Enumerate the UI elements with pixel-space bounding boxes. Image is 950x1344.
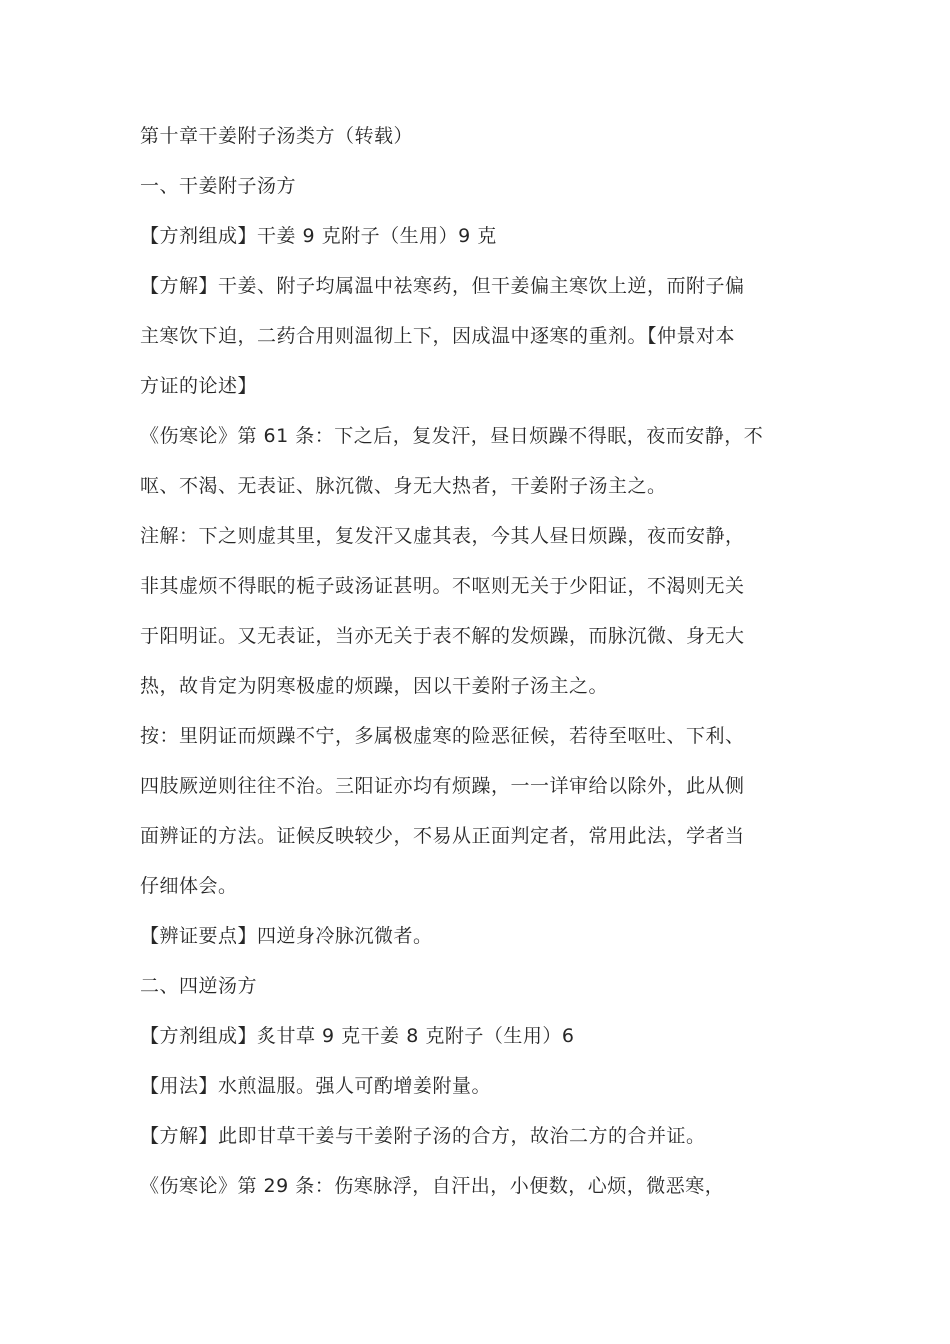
- text-line: 【辨证要点】四逆身冷脉沉微者。: [140, 925, 433, 947]
- text-line: 【方解】干姜、附子均属温中祛寒药，但干姜偏主寒饮上逆，而附子偏: [140, 275, 745, 297]
- text-line: 呕、不渴、无表证、脉沉微、身无大热者，干姜附子汤主之。: [140, 475, 667, 497]
- document-body: [140, 117, 820, 1217]
- section-heading: 一、干姜附子汤方: [140, 175, 297, 197]
- text-line: 方证的论述】: [140, 375, 258, 397]
- text-line: 于阳明证。又无表证，当亦无关于表不解的发烦躁，而脉沉微、身无大: [140, 625, 745, 647]
- text-line: 【方剂组成】炙甘草 9 克干姜 8 克附子（生用）6: [140, 1025, 575, 1047]
- text-line: 面辨证的方法。证候反映较少，不易从正面判定者，常用此法，学者当: [140, 825, 745, 847]
- chapter-title: 第十章干姜附子汤类方（转载）: [140, 125, 414, 147]
- text-line: 主寒饮下迫，二药合用则温彻上下，因成温中逐寒的重剂。【仲景对本: [140, 325, 736, 347]
- text-line: 《伤寒论》第 61 条：下之后，复发汗，昼日烦躁不得眠，夜而安静，不: [140, 425, 764, 447]
- section-heading: 二、四逆汤方: [140, 975, 258, 997]
- text-line: 【方剂组成】干姜 9 克附子（生用）9 克: [140, 225, 497, 247]
- text-line: 非其虚烦不得眠的栀子豉汤证甚明。不呕则无关于少阳证，不渴则无关: [140, 575, 745, 597]
- text-line: 按：里阴证而烦躁不宁，多属极虚寒的险恶征候，若待至呕吐、下利、: [140, 725, 745, 747]
- text-line: 【方解】此即甘草干姜与干姜附子汤的合方，故治二方的合并证。: [140, 1125, 706, 1147]
- text-line: 热，故肯定为阴寒极虚的烦躁，因以干姜附子汤主之。: [140, 675, 609, 697]
- text-line: 注解：下之则虚其里，复发汗又虚其表，今其人昼日烦躁，夜而安静，: [140, 525, 745, 547]
- text-line: 仔细体会。: [140, 875, 238, 897]
- text-line: 四肢厥逆则往往不治。三阳证亦均有烦躁，一一详审给以除外，此从侧: [140, 775, 745, 797]
- text-line: 《伤寒论》第 29 条：伤寒脉浮，自汗出，小便数，心烦，微恶寒，: [140, 1175, 725, 1197]
- text-line: 【用法】水煎温服。强人可酌增姜附量。: [140, 1075, 492, 1097]
